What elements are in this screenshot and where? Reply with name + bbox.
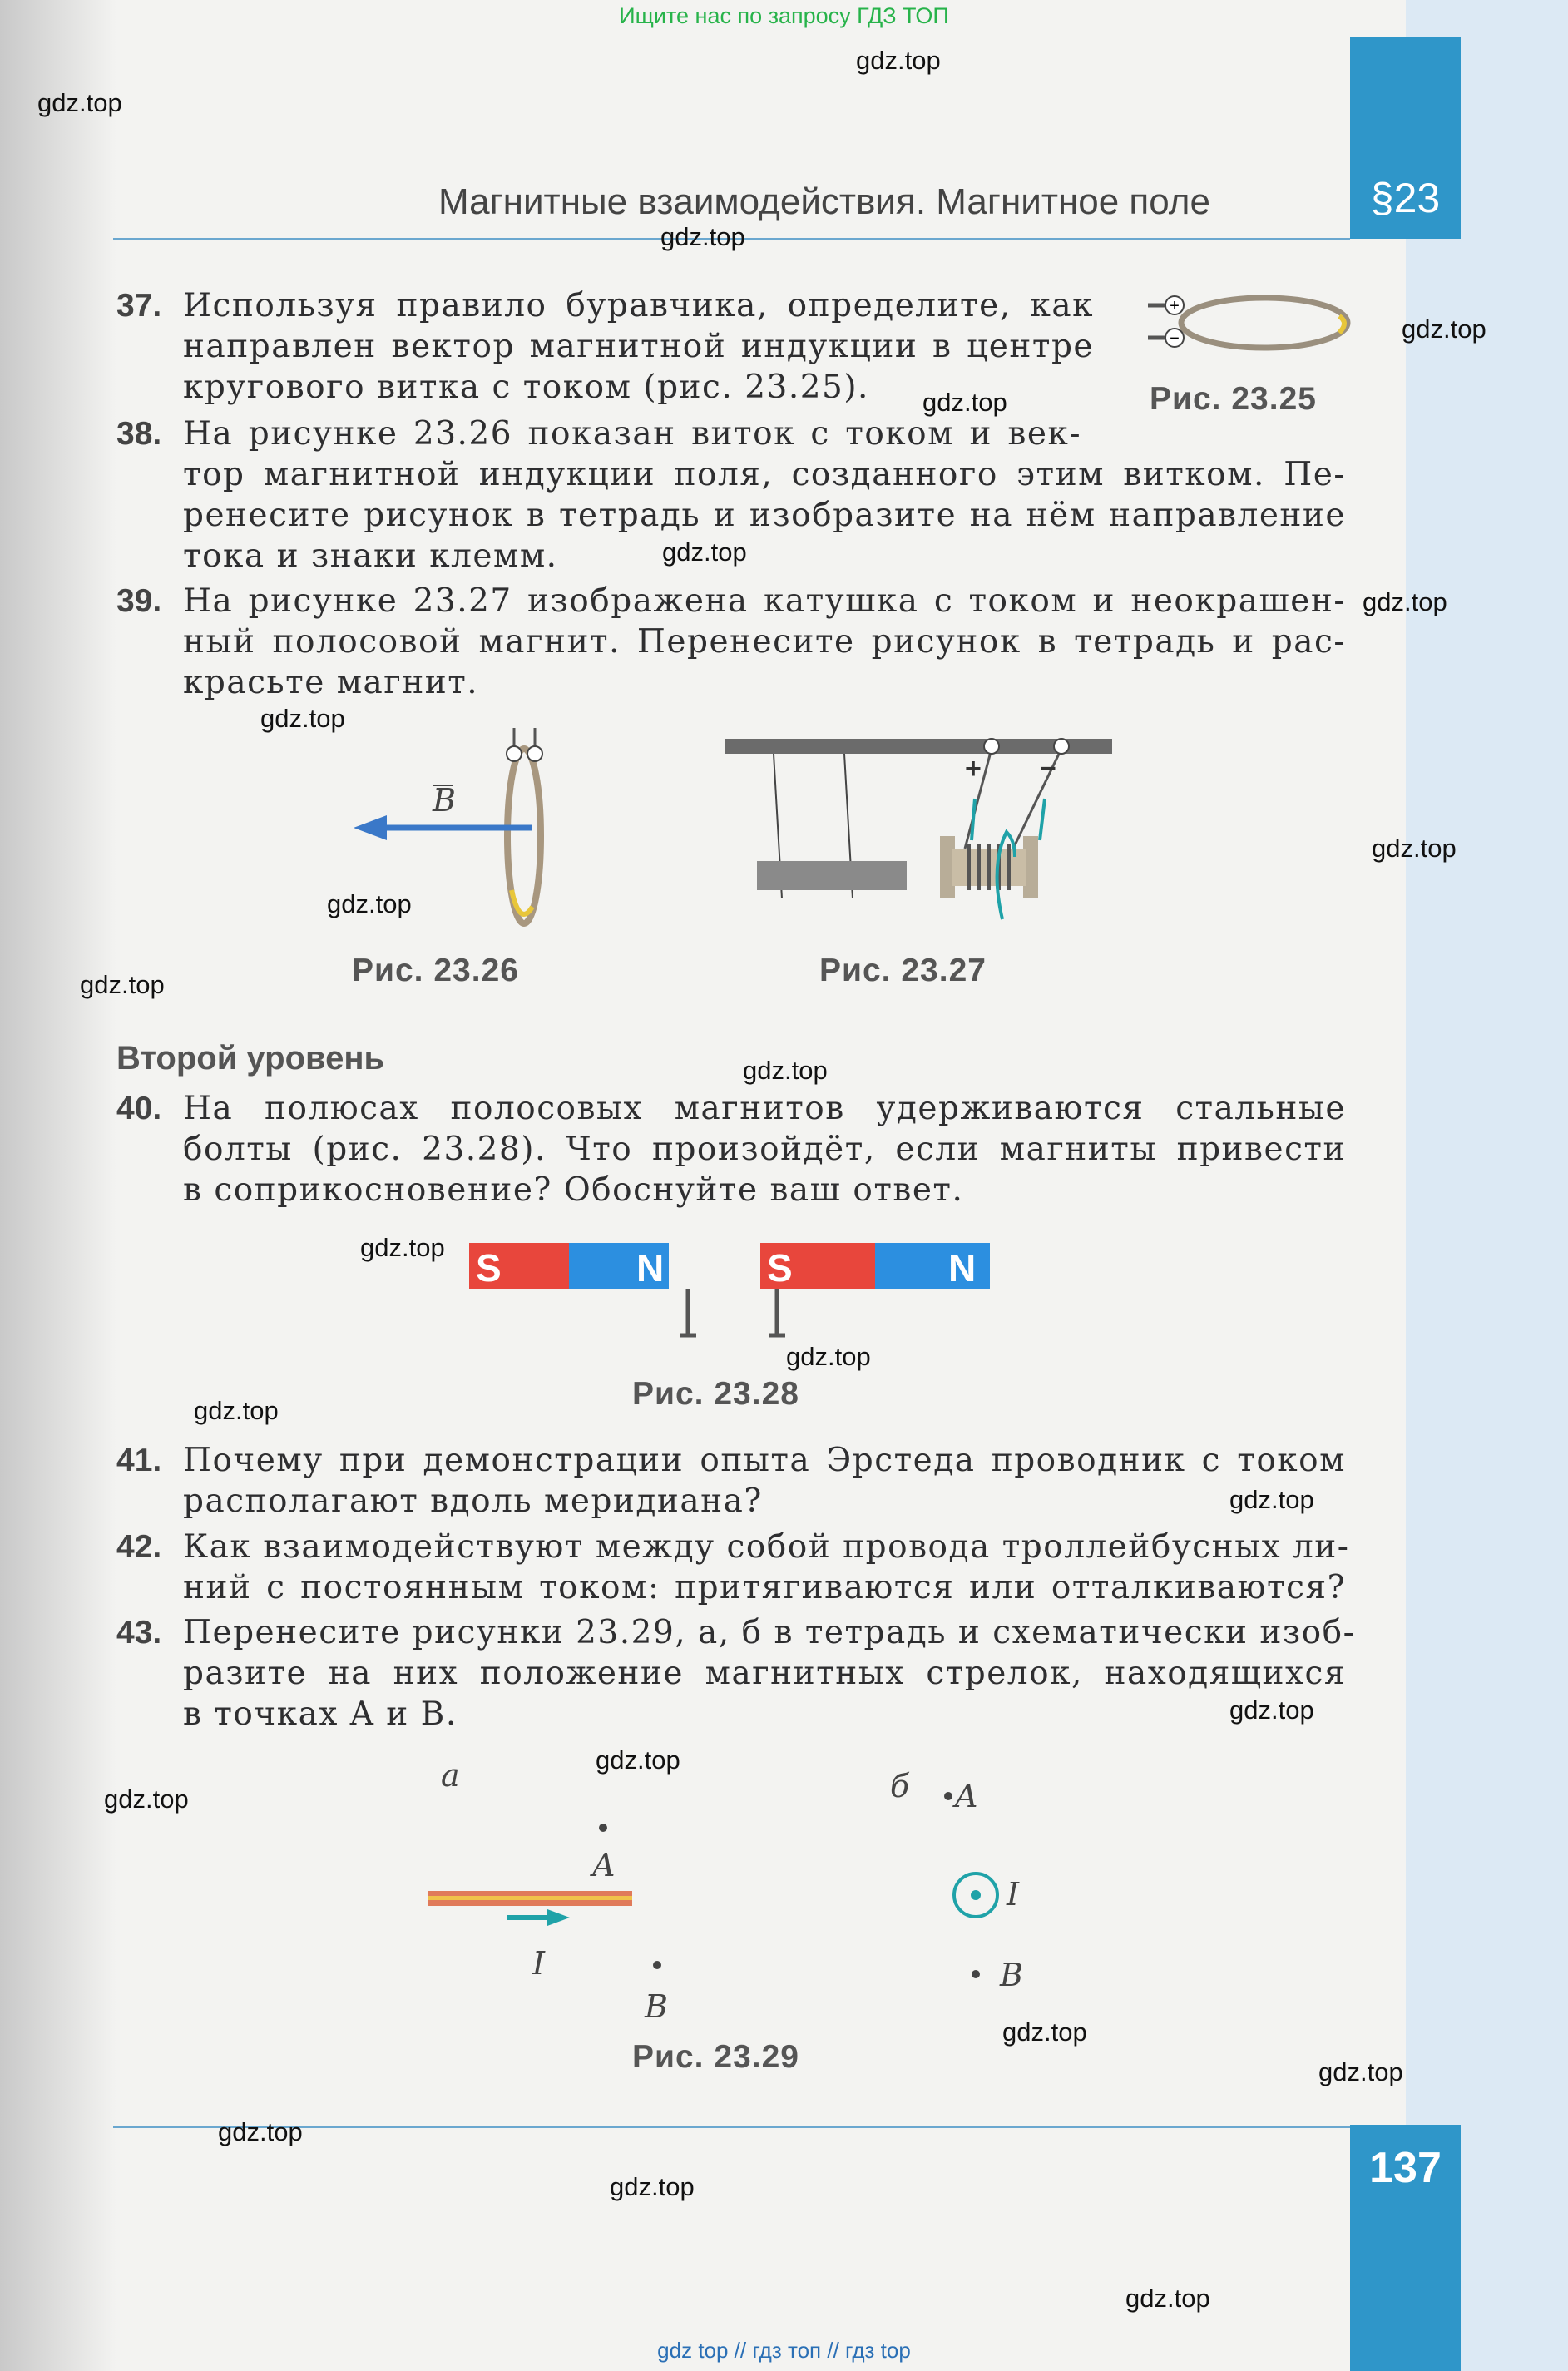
watermark: gdz.top [1402, 314, 1486, 344]
text-line: в точках A и B. [183, 1695, 458, 1733]
top-banner[interactable]: Ищите нас по запросу ГДЗ ТОП [619, 3, 949, 28]
text-line: красьте магнит. [183, 664, 479, 701]
watermark: gdz.top [596, 1745, 680, 1775]
watermark: gdz.top [1002, 2017, 1087, 2047]
text-line: Используя правило буравчика, определите, как [183, 287, 1094, 324]
watermark: gdz.top [37, 88, 122, 117]
subfigure-a-label: а [441, 1757, 460, 1794]
figure-23-25-loop [1140, 283, 1356, 366]
watermark: gdz.top [786, 1342, 871, 1371]
watermark: gdz.top [856, 46, 941, 75]
current-loop [1181, 298, 1348, 348]
watermark: gdz.top [662, 537, 747, 567]
s-label: S [767, 1246, 793, 1289]
minus-sign: − [1170, 329, 1180, 348]
figure-caption: Рис. 23.26 [352, 953, 519, 988]
section-tab [1350, 37, 1461, 239]
text-line: Почему при демонстрации опыта Эрстеда проводник с током [183, 1442, 1346, 1479]
watermark: gdz.top [610, 2172, 695, 2201]
text-line: тор магнитной индукции поля, созданного этим витком. Пе- [183, 456, 1346, 493]
text-line: Как взаимодействуют между собой провода троллейбусных ли- [183, 1528, 1350, 1566]
point-a [599, 1824, 607, 1832]
watermark: gdz.top [360, 1233, 445, 1262]
problem-number: 42. [116, 1529, 162, 1565]
text-line: тока и знаки клемм. [183, 537, 558, 575]
problem-number: 39. [116, 583, 162, 619]
level-heading: Второй уровень [116, 1040, 385, 1077]
text-line: ный полосовой магнит. Перенесите рисунок в тетрадь и рас- [183, 623, 1346, 661]
text-line: Перенесите рисунки 23.29, а, б в тетрадь и схематически изоб- [183, 1614, 1356, 1651]
text-line: кругового витка с током (рис. 23.25). [183, 369, 869, 406]
minus-sign: − [1040, 753, 1056, 785]
margin-strip [1406, 0, 1568, 2371]
current-label: I [532, 1945, 546, 1982]
problem-number: 37. [116, 288, 162, 324]
watermark: gdz.top [743, 1056, 828, 1085]
point-a-label: A [955, 1778, 978, 1814]
watermark: gdz.top [104, 1784, 189, 1814]
plus-sign: + [1170, 297, 1180, 315]
problem-43 [116, 1612, 1356, 1735]
figure-23-27-coil [724, 732, 1123, 932]
section-number: §23 [1370, 175, 1441, 221]
figure-caption: Рис. 23.28 [632, 1376, 799, 1412]
problem-number: 40. [116, 1091, 162, 1126]
bar-magnet [757, 861, 907, 890]
page-number: 137 [1369, 2144, 1442, 2192]
plus-sign: + [965, 753, 982, 785]
watermark: gdz.top [1318, 2057, 1403, 2086]
current-arrow [972, 799, 975, 840]
problem-number: 43. [116, 1615, 162, 1651]
s-label: S [476, 1246, 502, 1289]
point-b-label: B [1000, 1957, 1023, 1993]
watermark: gdz.top [1363, 587, 1447, 616]
text-line: На полюсах полосовых магнитов удерживаются стальные [183, 1090, 1346, 1127]
watermark: gdz.top [194, 1396, 279, 1425]
figure-caption: Рис. 23.29 [632, 2039, 799, 2075]
figure-caption: Рис. 23.25 [1150, 381, 1317, 417]
text-line: На рисунке 23.26 показан виток с током и век- [183, 415, 1081, 453]
problem-41 [116, 1440, 1346, 1522]
page-shadow [0, 0, 116, 2371]
point-b [653, 1961, 661, 1969]
current-arrow [1040, 799, 1045, 840]
text-line: разите на них положение магнитных стрелок, находящихся [183, 1655, 1346, 1692]
point-b-label: B [645, 1988, 668, 2025]
problem-40 [116, 1088, 1346, 1210]
problem-number: 41. [116, 1443, 162, 1478]
page-title: Магнитные взаимодействия. Магнитное поле [438, 181, 1210, 222]
watermark: gdz.top [922, 388, 1007, 417]
text-line: располагают вдоль меридиана? [183, 1482, 763, 1520]
text-line: ренесите рисунок в тетрадь и изобразите на нём направление [183, 497, 1346, 534]
watermark: gdz.top [218, 2117, 303, 2146]
watermark: gdz.top [1229, 1695, 1314, 1725]
watermark: gdz.top [80, 970, 165, 999]
problem-39 [116, 581, 1346, 703]
text-line: направлен вектор магнитной индукции в центре [183, 328, 1094, 365]
footer-links[interactable]: gdz top // гдз топ // гдз top [657, 2338, 911, 2363]
point-a-label: A [592, 1847, 616, 1883]
watermark: gdz.top [260, 704, 345, 733]
watermark: gdz.top [1125, 2284, 1210, 2313]
n-label: N [948, 1246, 977, 1289]
b-vector-label: B [433, 782, 456, 819]
watermark: gdz.top [660, 222, 745, 251]
page-number-tab [1350, 2125, 1461, 2371]
n-label: N [636, 1246, 665, 1289]
text-line: На рисунке 23.27 изображена катушка с током и неокрашен- [183, 582, 1346, 620]
problem-42 [116, 1527, 1350, 1608]
watermark: gdz.top [1372, 834, 1457, 863]
text-line: в соприкосновение? Обоснуйте ваш ответ. [183, 1171, 964, 1209]
problem-number: 38. [116, 416, 162, 452]
subfigure-b-label: б [890, 1768, 910, 1804]
point-a [944, 1792, 952, 1800]
current-label: I [1007, 1876, 1020, 1913]
watermark: gdz.top [327, 889, 412, 918]
watermark: gdz.top [1229, 1485, 1314, 1514]
text-line: ний с постоянным током: притягиваются или отталкиваются? [183, 1569, 1346, 1606]
figure-23-29 [399, 1739, 1098, 2038]
figure-caption: Рис. 23.27 [819, 953, 987, 988]
point-b [972, 1970, 980, 1978]
text-line: болты (рис. 23.28). Что произойдёт, если магниты привести [183, 1131, 1346, 1168]
figure-23-28-magnets [466, 1240, 998, 1348]
